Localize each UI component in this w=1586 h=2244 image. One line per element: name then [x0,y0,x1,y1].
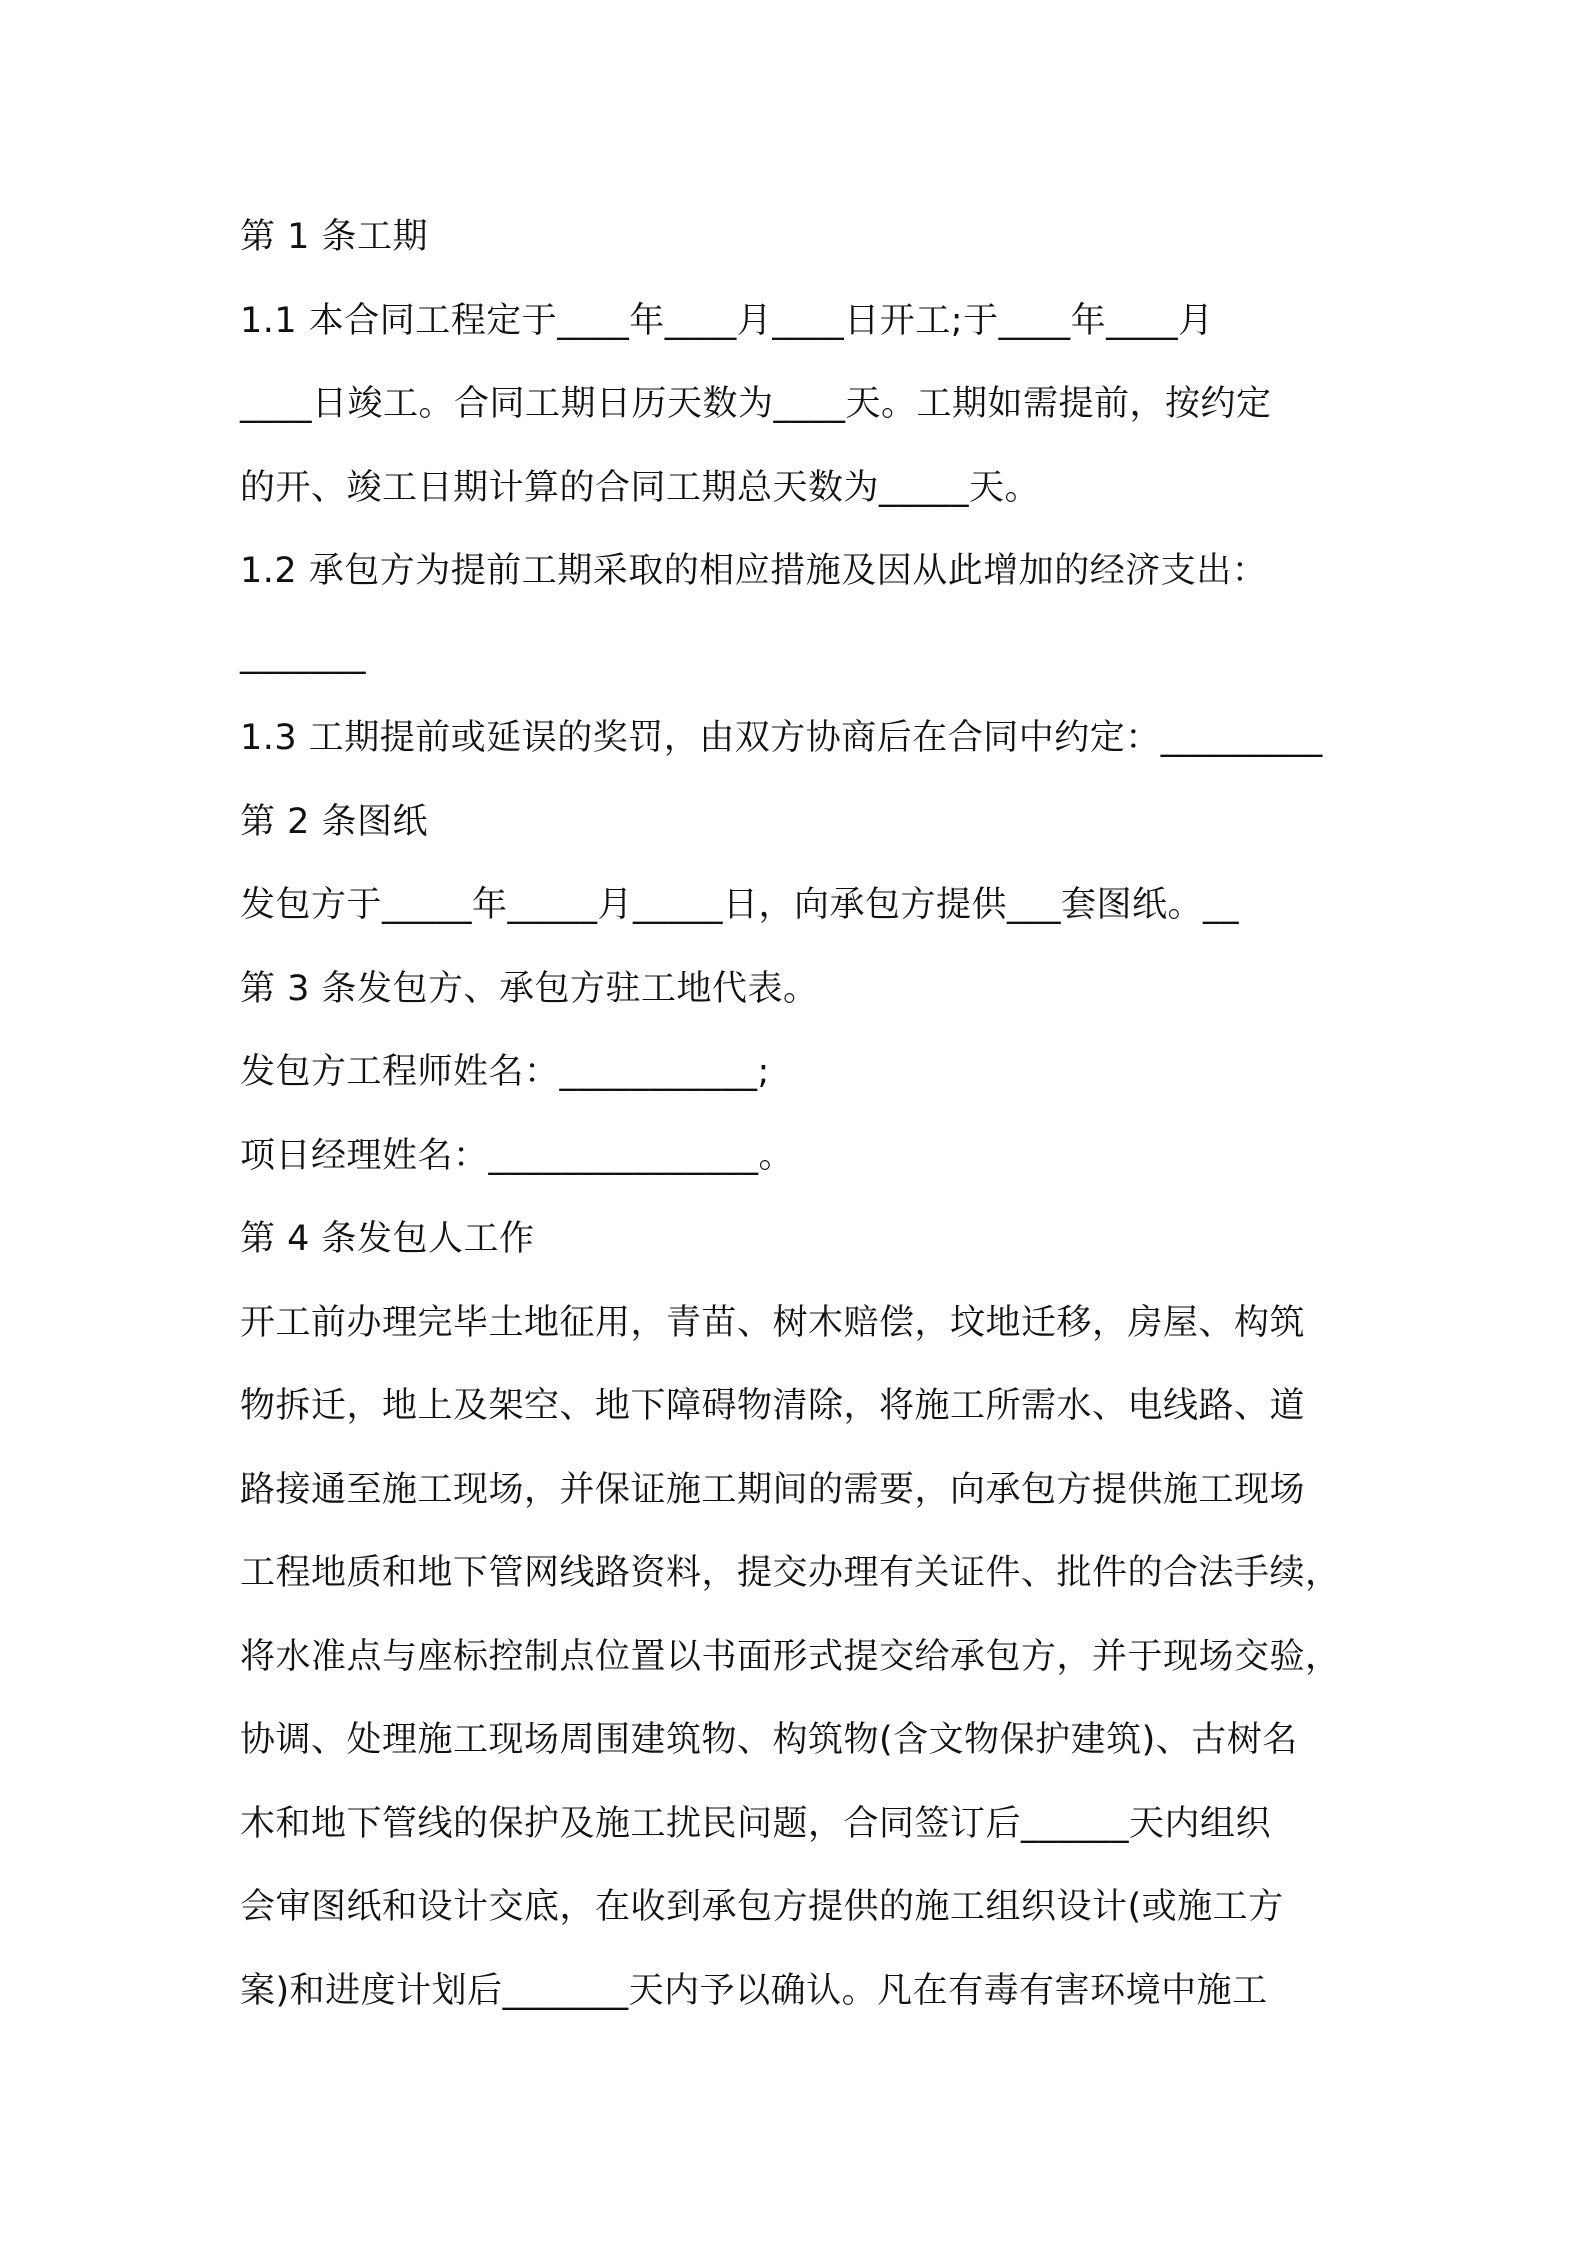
article-4-line-6: 协调、处理施工现场周围建筑物、构筑物(含文物保护建筑)、古树名 [240,1720,1298,1760]
article-4-line-7: 木和地下管线的保护及施工扰民问题，合同签订后______天内组织 [240,1803,1272,1844]
clause-1-1-line-3: 的开、竣工日期计算的合同工期总天数为_____天。 [240,467,1041,508]
heading-article-2: 第 2 条图纸 [240,801,429,842]
article-4-line-8: 会审图纸和设计交底，在收到承包方提供的施工组织设计(或施工方 [240,1887,1284,1927]
document-body [240,196,1360,2033]
heading-article-4: 第 4 条发包人工作 [240,1219,535,1259]
engineer-name-line: 发包方工程师姓名：___________; [240,1052,770,1092]
heading-article-3: 第 3 条发包方、承包方驻工地代表。 [240,968,819,1009]
clause-1-2-line-1: 1.2 承包方为提前工期采取的相应措施及因从此增加的经济支出： [240,551,1268,591]
article-4-line-1: 开工前办理完毕土地征用，青苗、树木赔偿，坟地迁移，房屋、构筑 [240,1302,1306,1343]
article-4-line-9: 案)和进度计划后_______天内予以确认。凡在有毒有害环境中施工 [240,1970,1268,2011]
clause-1-1-line-1: 1.1 本合同工程定于____年____月____日开工;于____年____月 [240,300,1214,341]
clause-1-1-line-2: ____日竣工。合同工期日历天数为____天。工期如需提前，按约定 [240,384,1272,424]
manager-name-line: 项日经理姓名：_______________。 [240,1135,795,1176]
clause-1-3: 1.3 工期提前或延误的奖罚，由双方协商后在合同中约定：_________ [240,718,1323,758]
heading-article-1: 第 1 条工期 [240,217,429,257]
article-4-line-2: 物拆迁，地上及架空、地下障碍物清除，将施工所需水、电线路、道 [240,1386,1306,1426]
article-4-line-5: 将水准点与座标控制点位置以书面形式提交给承包方，并于现场交验， [240,1636,1341,1677]
clause-1-2-blank: _______ [240,634,366,675]
article-4-line-3: 路接通至施工现场，并保证施工期间的需要，向承包方提供施工现场 [240,1469,1306,1510]
article-4-line-4: 工程地质和地下管网线路资料，提交办理有关证件、批件的合法手续， [240,1553,1341,1593]
article-2-text: 发包方于_____年_____月_____日，向承包方提供___套图纸。__ [240,885,1240,925]
